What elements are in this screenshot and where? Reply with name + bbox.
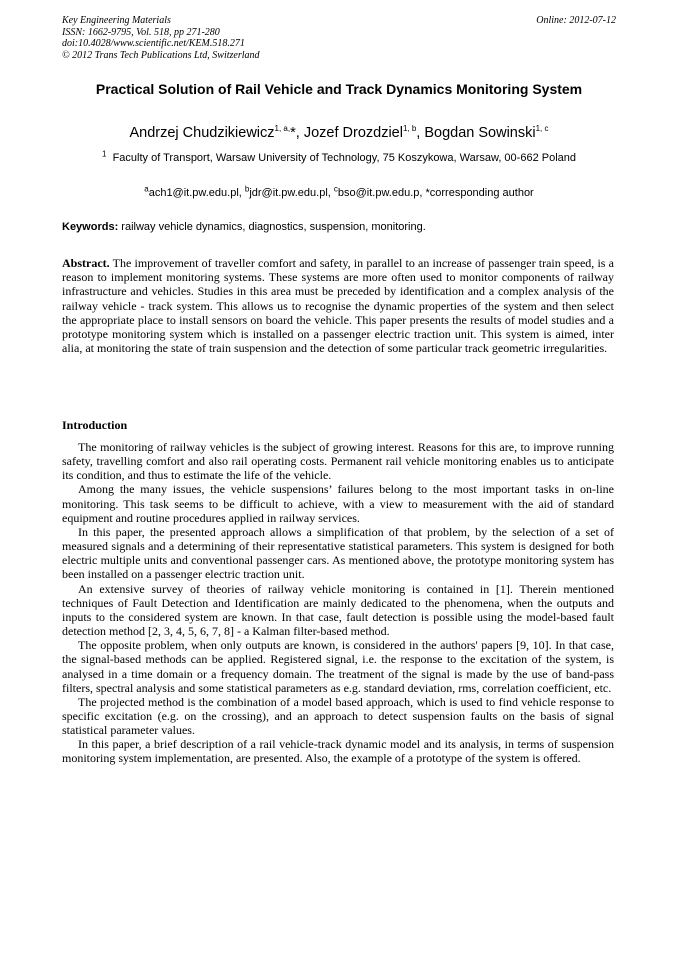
paragraph: Among the many issues, the vehicle suspensions’ failures belong to the most important tasks in on-line monitoring. This task seems to be difficult to achieve, with a view to measurement with the aid of standard equipment and routine procedures applied in railway services. — [62, 482, 614, 525]
issn-line: ISSN: 1662-9795, Vol. 518, pp 271-280 — [62, 26, 220, 38]
email-address: jdr@it.pw.edu.pl, — [249, 187, 334, 199]
author-separator: , — [295, 125, 304, 141]
email-mark: a — [144, 184, 149, 194]
paragraph: In this paper, a brief description of a rail vehicle-track dynamic model and its analysis, in terms of suspension monitoring system implementation, are presented. Also, the example of a prototype of the system is offered. — [62, 737, 614, 766]
email-mark: b — [244, 184, 250, 194]
copyright-line: © 2012 Trans Tech Publications Ltd, Switzerland — [62, 49, 260, 61]
keywords-text: railway vehicle dynamics, diagnostics, suspension, monitoring. — [118, 221, 426, 233]
author-list — [62, 124, 616, 142]
keywords — [62, 220, 616, 234]
doi-line: doi:10.4028/www.scientific.net/KEM.518.271 — [62, 38, 245, 49]
paper-title: Practical Solution of Rail Vehicle and Track Dynamics Monitoring System — [95, 81, 583, 97]
paragraph: In this paper, the presented approach allows a simplification of that problem, by the selection of a set of measured signals and a determining of their representative statistical parameters. This system is designed for both electric multiple units and conventional passenger cars. As mentioned above, the prototype monitoring system has been installed on a passenger electric traction unit. — [62, 524, 614, 582]
paragraph: The opposite problem, when only outputs are known, is considered in the authors' papers [9, 10]. In that case, the signal-based methods can be applied. Registered signal, i.e. the response to the excitation of the system, is analysed in a time domain or a frequency domain. The treatment of the signal is made by the use of band-pass filters, spectral analysis and some statistical parameters as e.g. standard deviation, rms, correlation coefficient, etc. — [62, 638, 614, 695]
author-affiliation-mark: 1, c — [535, 124, 549, 134]
journal-name: Key Engineering Materials — [62, 15, 171, 26]
author-name: Andrzej Chudzikiewicz — [129, 125, 275, 141]
author-name: Bogdan Sowinski — [424, 125, 536, 141]
affiliation-mark: 1 — [101, 149, 107, 159]
email-list — [62, 186, 616, 200]
author-separator: , — [416, 125, 425, 141]
abstract-text: The improvement of traveller comfort and safety, in parallel to an increase of passenger train speed, is a reason to implement monitoring systems. These systems are more often used to monitor components of railway infrastructure and vehicles. Studies in this area must be preceded by identification and a complex analysis of the railway vehicle - track system. This allows us to recognise the dynamic properties of the system and then select the appropriate place to install sensors on board the vehicle. This paper presents the results of model studies and a prototype monitoring system which is installed on a passenger electric traction unit. This system is aimed, inter alia, at monitoring the state of train suspension and the detection of some particular track geometric irregularities. — [62, 256, 614, 356]
author-affiliation-mark: 1, b — [402, 124, 417, 134]
corresponding-star: * — [290, 125, 296, 141]
email-address: bso@it.pw.edu.p, — [337, 187, 426, 199]
affiliation-text: Faculty of Transport, Warsaw University of Technology, 75 Koszykowa, Warsaw, 00-662 Poland — [112, 152, 576, 164]
corresponding-author-note: *corresponding author — [425, 187, 534, 199]
journal-header — [62, 15, 616, 61]
paragraph: The projected method is the combination of a model based approach, which is used to find vehicle response to specific excitation (e.g. on the crossing), and an approach to detect suspension faults on the basis of signal statistical parameter values. — [62, 694, 614, 738]
email-mark: c — [333, 184, 338, 194]
author-affiliation-mark: 1, a, — [274, 124, 291, 134]
abstract-label: Abstract. — [62, 256, 110, 270]
introduction-body — [62, 440, 614, 766]
paragraph: An extensive survey of theories of railway vehicle monitoring is contained in [1]. Therein mentioned techniques of Fault Detection and Identification are mainly dedicated to the phenomena, when the outputs and inputs to the considered system are known. In that case, fault detection is possible using the model-based fault detection method [2, 3, 4, 5, 6, 7, 8] - a Kalman filter-based method. — [62, 581, 614, 639]
keywords-label: Keywords: — [62, 221, 119, 233]
author-name: Jozef Drozdziel — [303, 125, 403, 141]
online-date: Online: 2012-07-12 — [536, 15, 616, 26]
paragraph: The monitoring of railway vehicles is the subject of growing interest. Reasons for this are, to improve running safety, travelling comfort and also rail operating costs. Permanent rail vehicle monitoring enables us to anticipate its condition, and thus to estimate the life of the vehicle. — [62, 440, 614, 483]
introduction-heading: Introduction — [62, 418, 128, 432]
email-address: ach1@it.pw.edu.pl, — [148, 187, 245, 199]
affiliation — [100, 151, 578, 166]
abstract — [62, 256, 614, 355]
